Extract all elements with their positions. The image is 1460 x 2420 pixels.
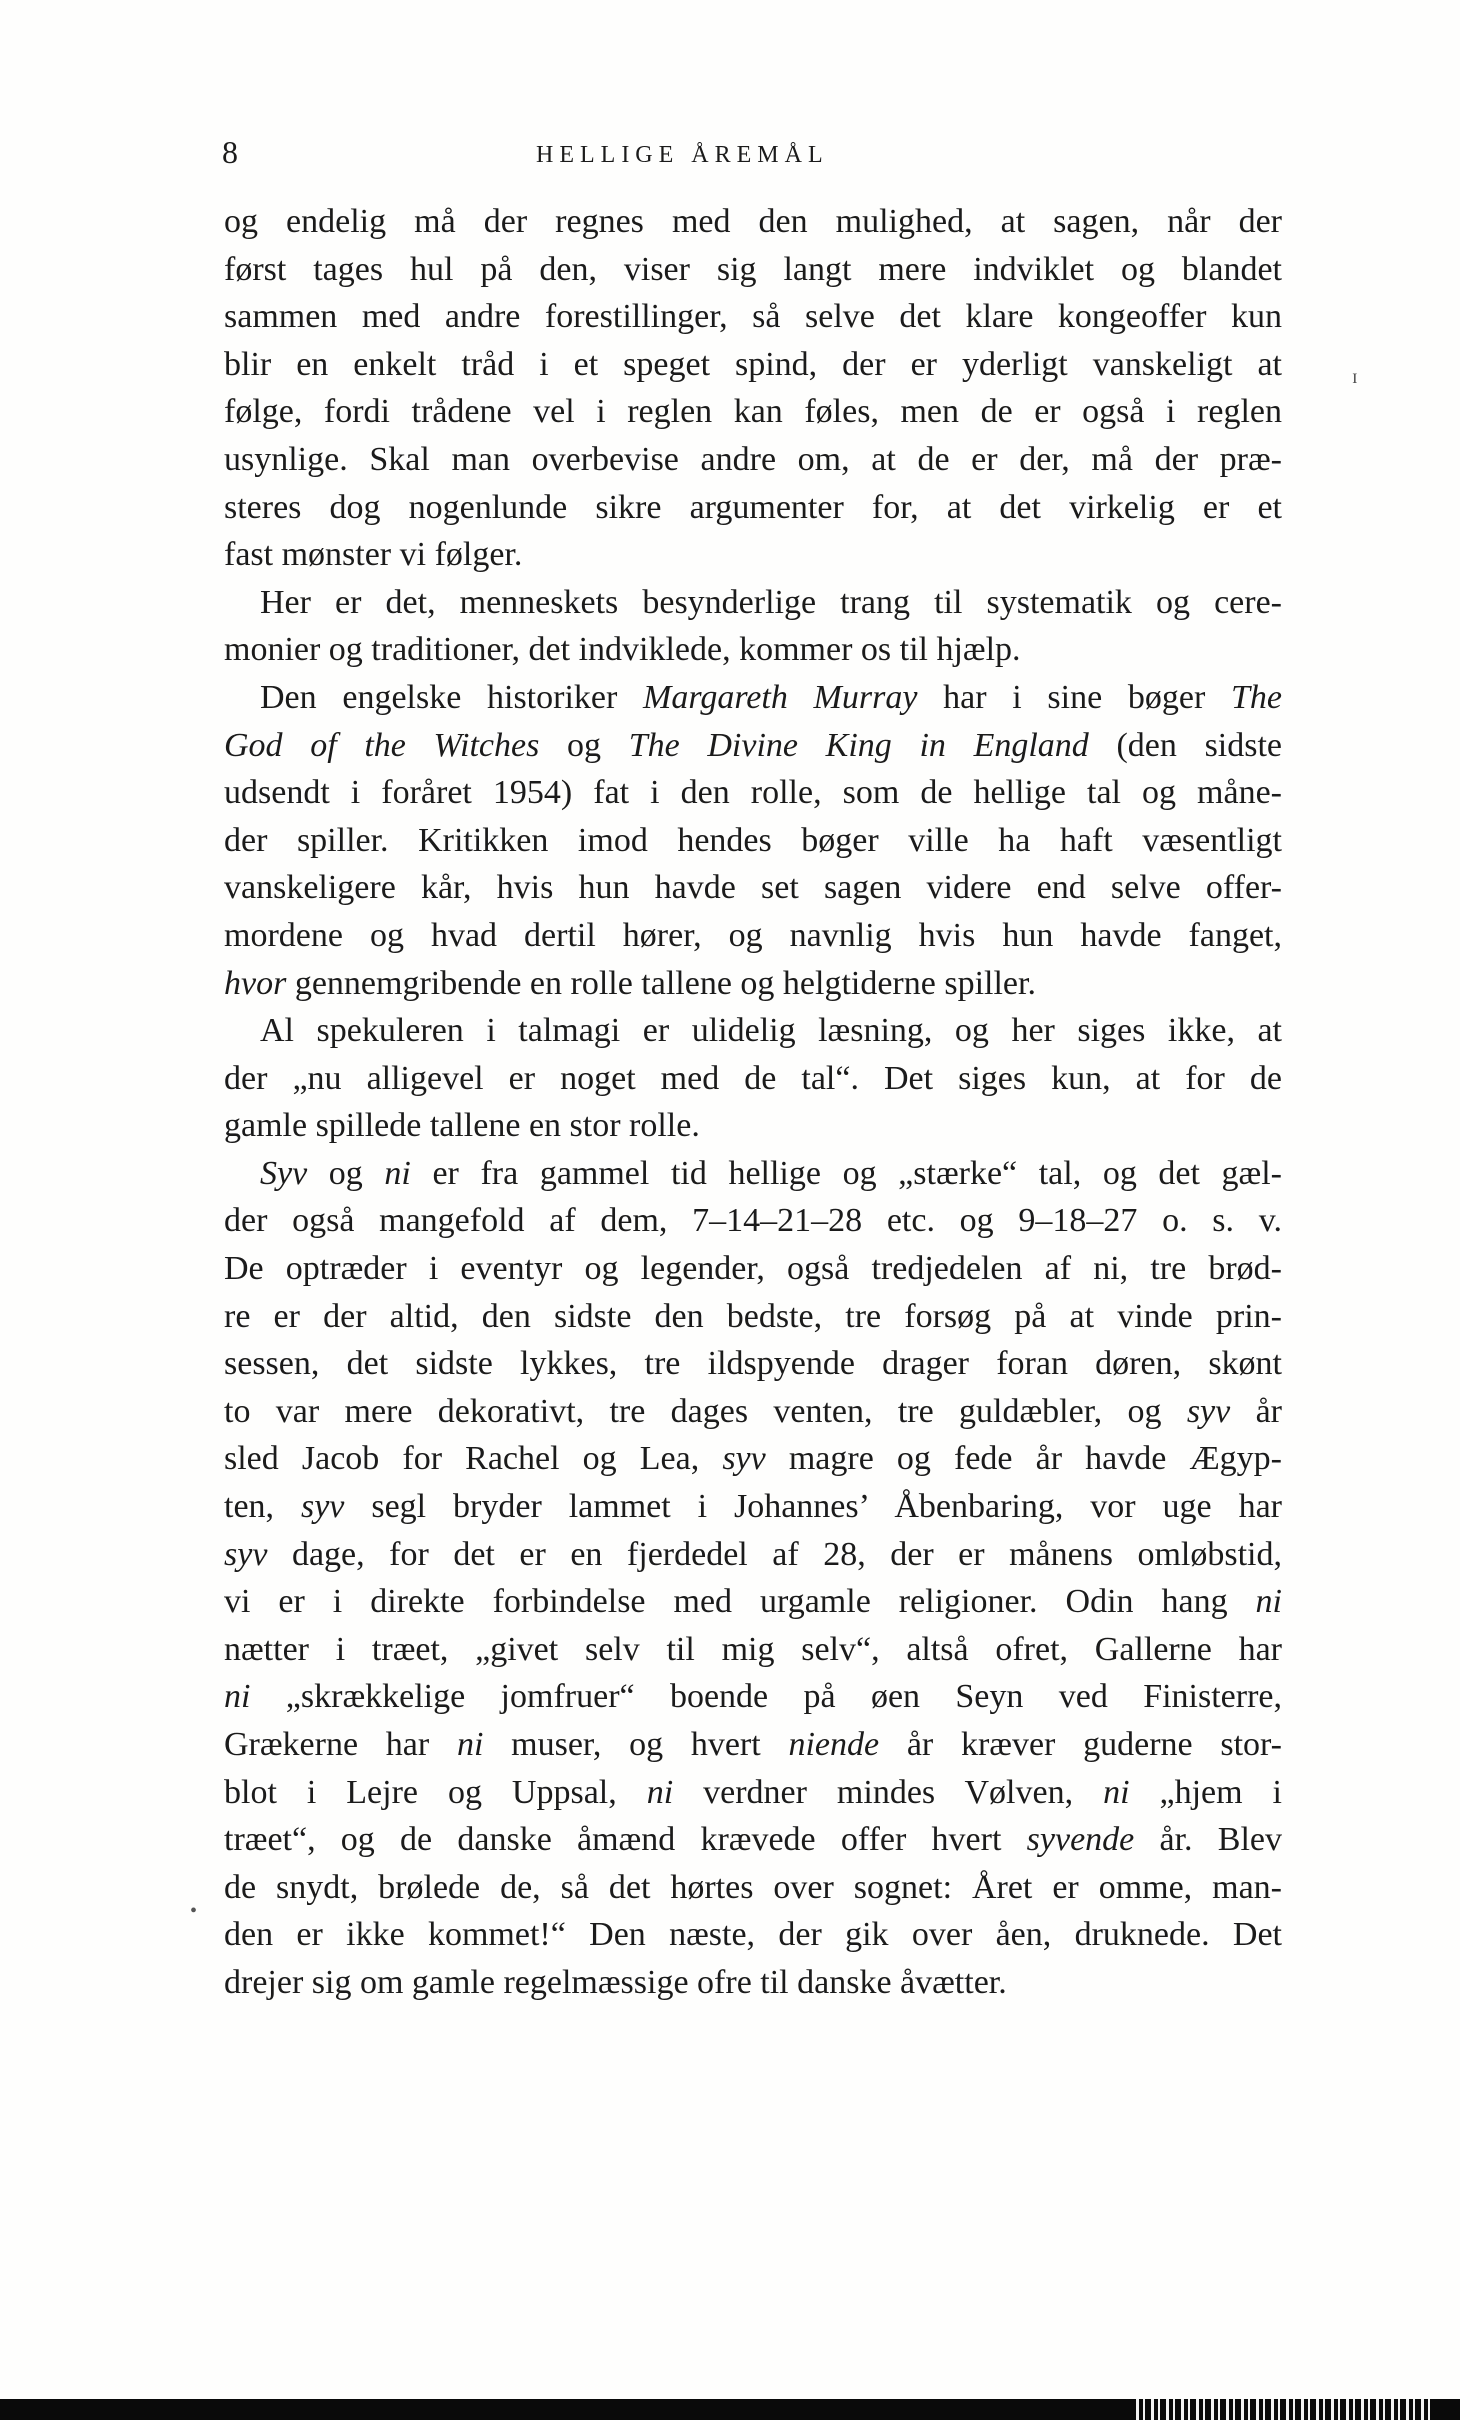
- text-segment: der også mangefold af dem, 7–14–21–28 etc. og 9–18–27 o. s. v.: [224, 1202, 1282, 1240]
- italic-text: God of the Witches: [224, 726, 540, 764]
- text-segment: udsendt i foråret 1954) fat i den rolle, som de hellige tal og måne-: [224, 774, 1282, 812]
- text-segment: (den sidste: [1088, 726, 1283, 764]
- paragraph: [224, 198, 1282, 579]
- text-line: [224, 1102, 1282, 1150]
- text-line: [224, 1673, 1282, 1721]
- text-line: [224, 864, 1282, 912]
- italic-text: The Divine King in England: [628, 726, 1089, 764]
- text-segment: og: [307, 1154, 385, 1192]
- text-segment: gennemgribende en rolle tallene og helgtiderne spiller.: [286, 964, 1036, 1002]
- text-line: [224, 388, 1282, 436]
- text-segment: Al spekuleren i talmagi er ulidelig læsning, og her siges ikke, at: [260, 1012, 1282, 1050]
- italic-text: ni: [224, 1678, 251, 1716]
- italic-text: ni: [384, 1154, 411, 1192]
- text-line: [224, 1626, 1282, 1674]
- text-segment: sammen med andre forestillinger, så selve det klare kongeoffer kun: [224, 298, 1282, 336]
- text-segment: to var mere dekorativt, tre dages venten, tre guldæbler, og: [224, 1392, 1187, 1430]
- italic-text: syvende: [1026, 1821, 1135, 1859]
- italic-text: ni: [646, 1773, 674, 1811]
- text-segment: monier og traditioner, det indviklede, kommer os til hjælp.: [224, 631, 1021, 669]
- text-line: [224, 1197, 1282, 1245]
- italic-text: syv: [224, 1535, 268, 1573]
- text-segment: år kræver guderne stor-: [879, 1726, 1282, 1763]
- page-number: 8: [222, 134, 238, 170]
- text-line: [224, 912, 1282, 960]
- text-line: [224, 674, 1282, 722]
- text-line: [224, 1864, 1282, 1912]
- text-segment: segl bryder lammet i Johannes’ Åbenbaring, vor uge har: [344, 1488, 1282, 1526]
- text-segment: usynlige. Skal man overbevise andre om, at de er der, må der præ-: [224, 440, 1282, 478]
- text-segment: Her er det, menneskets besynderlige trang til systematik og cere-: [260, 583, 1282, 621]
- text-line: [224, 1959, 1282, 2007]
- body-text: [224, 198, 1282, 2007]
- page-header: [222, 132, 1282, 182]
- text-segment: træet“, og de danske åmænd krævede offer hvert: [224, 1821, 1027, 1859]
- text-segment: gamle spillede tallene en stor rolle.: [224, 1107, 700, 1145]
- text-segment: drejer sig om gamle regelmæssige ofre til danske åvætter.: [224, 1963, 1007, 2001]
- text-segment: fast mønster vi følger.: [224, 536, 523, 574]
- text-line: [224, 198, 1282, 246]
- text-segment: blir en enkelt tråd i et speget spind, der er yderligt vanskeligt at: [224, 345, 1282, 383]
- text-line: [224, 484, 1282, 532]
- running-title: HELLIGE ÅREMÅL: [536, 142, 829, 168]
- text-line: [224, 1531, 1282, 1579]
- text-line: [224, 531, 1282, 579]
- text-segment: først tages hul på den, viser sig langt mere indviklet og blandet: [224, 250, 1282, 288]
- text-line: [224, 436, 1282, 484]
- text-segment: år: [1230, 1392, 1282, 1430]
- text-line: [224, 579, 1282, 627]
- text-line: [224, 1578, 1282, 1626]
- paragraph: [224, 674, 1282, 1007]
- text-line: [224, 1245, 1282, 1293]
- text-segment: steres dog nogenlunde sikre argumenter for, at det virkelig er et: [224, 488, 1282, 526]
- text-line: [224, 1150, 1282, 1198]
- text-segment: vanskeligere kår, hvis hun havde set sagen videre end selve offer-: [224, 869, 1282, 907]
- text-line: [224, 722, 1282, 770]
- text-line: [224, 1483, 1282, 1531]
- text-line: [224, 817, 1282, 865]
- italic-text: ni: [456, 1726, 484, 1763]
- text-segment: magre og fede år havde Ægyp-: [765, 1440, 1282, 1478]
- text-segment: har i sine bøger: [917, 678, 1231, 716]
- text-line: [224, 1055, 1282, 1103]
- text-line: [224, 1816, 1282, 1864]
- italic-text: syv: [300, 1488, 345, 1526]
- text-line: [224, 1911, 1282, 1959]
- text-segment: ten,: [224, 1488, 301, 1526]
- text-segment: Den engelske historiker: [260, 678, 644, 716]
- margin-dot: •: [190, 1900, 198, 1922]
- italic-text: syv: [1186, 1392, 1231, 1430]
- italic-text: syv: [722, 1440, 766, 1478]
- text-line: [224, 960, 1282, 1008]
- italic-text: ni: [1255, 1583, 1282, 1621]
- text-line: [224, 1435, 1282, 1483]
- text-line: [224, 341, 1282, 389]
- text-segment: verdner mindes Vølven,: [673, 1773, 1104, 1811]
- text-segment: Grækerne har: [224, 1726, 457, 1763]
- text-segment: nætter i træet, „givet selv til mig selv“, altså ofret, Gallerne har: [224, 1630, 1282, 1668]
- paragraph: [224, 1150, 1282, 2007]
- text-line: [224, 769, 1282, 817]
- text-segment: og: [539, 726, 629, 764]
- text-segment: De optræder i eventyr og legender, også tredjedelen af ni, tre brød-: [224, 1250, 1282, 1288]
- text-segment: er fra gammel tid hellige og „stærke“ tal, og det gæl-: [410, 1154, 1283, 1192]
- text-segment: dage, for det er en fjerdedel af 28, der er månens omløbstid,: [267, 1535, 1282, 1573]
- italic-text: Margareth Murray: [643, 678, 918, 716]
- italic-text: Syv: [260, 1154, 308, 1192]
- margin-mark: ɪ: [1352, 366, 1358, 388]
- scan-barcode-strip: [1136, 2399, 1436, 2420]
- paragraph: [224, 1007, 1282, 1150]
- italic-text: hvor: [224, 964, 287, 1002]
- text-segment: sessen, det sidste lykkes, tre ildspyende drager foran døren, skønt: [224, 1345, 1282, 1383]
- text-segment: „hjem i: [1129, 1773, 1282, 1811]
- text-segment: den er ikke kommet!“ Den næste, der gik over åen, druknede. Det: [224, 1916, 1282, 1954]
- text-segment: sled Jacob for Rachel og Lea,: [224, 1440, 723, 1478]
- text-segment: blot i Lejre og Uppsal,: [224, 1773, 647, 1811]
- text-segment: „skrækkelige jomfruer“ boende på øen Seyn ved Finisterre,: [250, 1678, 1282, 1716]
- text-segment: og endelig må der regnes med den mulighed, at sagen, når der: [224, 203, 1282, 240]
- text-line: [224, 246, 1282, 294]
- text-segment: følge, fordi trådene vel i reglen kan føles, men de er også i reglen: [224, 393, 1282, 431]
- text-segment: mordene og hvad dertil hører, og navnlig hvis hun havde fanget,: [224, 916, 1282, 954]
- italic-text: niende: [788, 1726, 880, 1763]
- text-segment: de snydt, brølede de, så det hørtes over sognet: Året er omme, man-: [224, 1868, 1282, 1906]
- text-segment: der spiller. Kritikken imod hendes bøger ville ha haft væsentligt: [224, 821, 1282, 859]
- text-line: [224, 293, 1282, 341]
- italic-text: The: [1231, 678, 1282, 716]
- text-line: [224, 1721, 1282, 1769]
- text-line: [224, 1007, 1282, 1055]
- paragraph: [224, 579, 1282, 674]
- text-line: [224, 626, 1282, 674]
- italic-text: ni: [1103, 1773, 1130, 1811]
- text-line: [224, 1293, 1282, 1341]
- text-segment: vi er i direkte forbindelse med urgamle religioner. Odin hang: [224, 1583, 1256, 1621]
- text-line: [224, 1769, 1282, 1817]
- text-segment: år. Blev: [1134, 1821, 1282, 1859]
- text-line: [224, 1340, 1282, 1388]
- text-segment: der „nu alligevel er noget med de tal“. Det siges kun, at for de: [224, 1059, 1282, 1097]
- text-line: [224, 1388, 1282, 1436]
- text-segment: muser, og hvert: [483, 1726, 789, 1763]
- text-segment: re er der altid, den sidste den bedste, tre forsøg på at vinde prin-: [224, 1297, 1282, 1335]
